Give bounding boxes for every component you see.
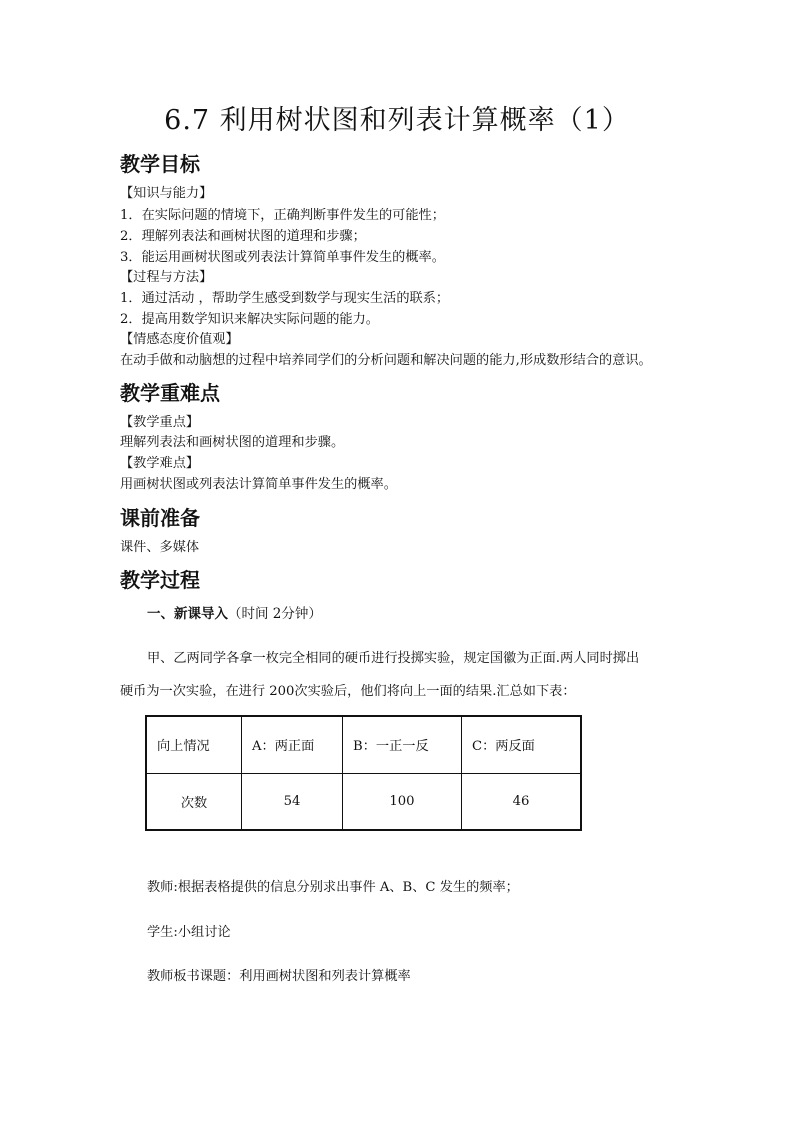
intro-paragraph-line-2: 硬币为一次实验，在进行 200次实验后，他们将向上一面的结果.汇总如下表： (120, 684, 576, 699)
intro-paragraph-line-1: 甲、乙两同学各拿一枚完全相同的硬币进行投掷实验，规定国徽为正面.两人同时掷出 (147, 651, 640, 666)
section-heading-preparation: 课前准备 (120, 506, 200, 530)
table-cell: 100 (343, 773, 462, 830)
table-row (146, 773, 581, 830)
process-item-1: 1．通过活动 ，帮助学生感受到数学与现实生活的联系； (120, 291, 450, 306)
difficulty-text: 用画树状图或列表法计算简单事件发生的概率。 (120, 477, 397, 492)
section-heading-process: 教学过程 (120, 568, 200, 592)
sub-heading-bold: 一、新课导入 (147, 606, 228, 622)
process-item-2: 2．提高用数学知识来解决实际问题的能力。 (120, 312, 379, 327)
table-header-row (146, 716, 581, 773)
emotion-text: 在动手做和动脑想的过程中培养同学们的分析问题和解决问题的能力,形成数形结合的意识。 (120, 353, 652, 368)
table-cell: 次数 (146, 773, 242, 830)
process-label: 【过程与方法】 (120, 270, 213, 285)
table-cell: 46 (462, 773, 582, 830)
focus-label: 【教学重点】 (120, 415, 200, 430)
table-header-cell: C：两反面 (462, 716, 582, 773)
section-heading-goals: 教学目标 (120, 152, 200, 176)
sub-heading-intro (147, 602, 322, 622)
knowledge-item-3: 3．能运用画树状图或列表法计算简单事件发生的概率。 (120, 250, 445, 265)
emotion-label: 【情感态度价值观】 (120, 332, 239, 347)
teacher-line: 教师:根据表格提供的信息分别求出事件 A、B、C 发生的频率； (147, 880, 519, 895)
page-title: 6.7 利用树状图和列表计算概率（1） (164, 105, 630, 136)
focus-text: 理解列表法和画树状图的道理和步骤。 (120, 435, 345, 450)
board-line: 教师板书课题：利用画树状图和列表计算概率 (147, 969, 411, 984)
knowledge-item-2: 2．理解列表法和画树状图的道理和步骤； (120, 229, 366, 244)
knowledge-label: 【知识与能力】 (120, 186, 213, 201)
student-line: 学生:小组讨论 (147, 925, 231, 940)
results-table (145, 715, 582, 831)
table-cell: 54 (242, 773, 343, 830)
knowledge-item-1: 1．在实际问题的情境下，正确判断事件发生的可能性； (120, 208, 445, 223)
sub-heading-note: （时间 2分钟） (228, 606, 322, 622)
difficulty-label: 【教学难点】 (120, 456, 200, 471)
table-header-cell: A：两正面 (242, 716, 343, 773)
section-heading-key-points: 教学重难点 (120, 381, 220, 405)
table-header-cell: 向上情况 (146, 716, 242, 773)
preparation-text: 课件、多媒体 (120, 540, 200, 555)
table-header-cell: B：一正一反 (343, 716, 462, 773)
